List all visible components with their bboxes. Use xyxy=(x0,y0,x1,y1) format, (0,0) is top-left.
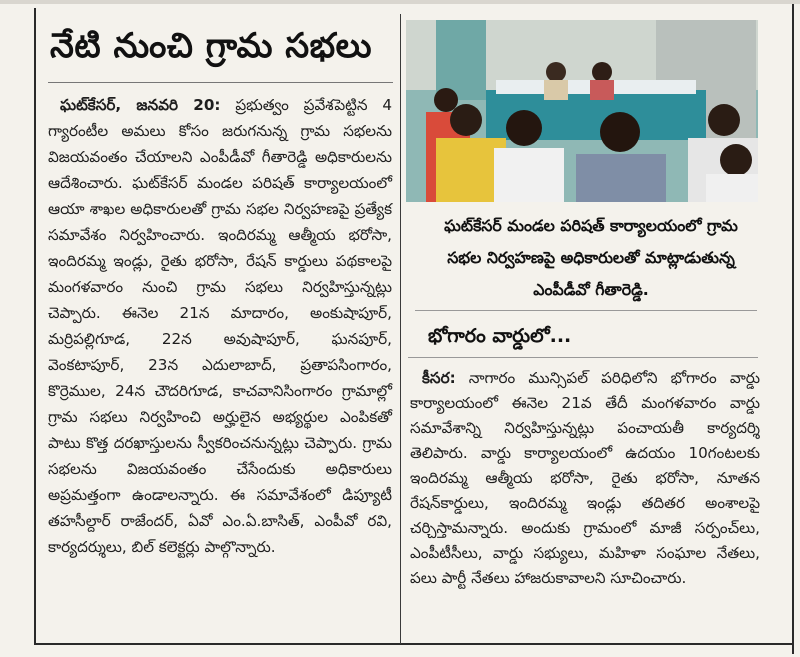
photo-caption-box xyxy=(415,206,757,311)
frame-right-border xyxy=(792,4,794,654)
meeting-photo-image xyxy=(406,20,758,202)
meeting-photo xyxy=(406,20,758,202)
article-dateline: ఘట్‌కేసర్, జనవరి 20: xyxy=(60,96,221,114)
frame-bottom-border xyxy=(34,643,794,645)
article-body xyxy=(48,92,392,560)
subhead-rule xyxy=(408,357,758,358)
column-divider xyxy=(400,14,401,644)
sidebar-subhead: భోగారం వార్డులో... xyxy=(428,325,572,347)
top-rule xyxy=(0,0,800,4)
sidebar-body xyxy=(410,366,760,591)
article-body-text: ప్రభుత్వం ప్రవేశపెట్టిన 4 గ్యారంటీల అమలు కోసం జరుగనున్న గ్రామ సభలను విజయవంతం చేయాలని ఎంపీడీవో గీతారెడ్డి అధికారులను ఆదేశించారు. ఘట్‌కేసర్ మండల పరిషత్ కార్యాలయంలో ఆయా శాఖల అధికారులతో గ్రామ సభల నిర్వహణపై ప్రత్యేక సమావేశం నిర్వహించారు. ఇందిరమ్మ ఆత్మీయ భరోసా, ఇందిరమ్మ ఇండ్లు, రైతు భరోసా, రేషన్ కార్డులు పథకాలపై మంగళవారం నుంచి గ్రామ సభలు నిర్వహిస్తున్నట్లు చెప్పారు. ఈనెల 21న మాదారం, అంకుషాపూర్, మర్రిపల్లిగూడ, 22న అవుషాపూర్, ఘనపూర్, వెంకటాపూర్, 23న ఎదులాబాద్, ప్రతాపసింగారం, కొర్రెముల, 24న చౌదరిగూడ, కాచవానిసింగారం గ్రామాల్లో గ్రామ సభలు నిర్వహించి అర్హులైన అభ్యర్థుల ఎంపికతో పాటు కొత్త దరఖాస్తులను స్వీకరించనున్నట్లు చెప్పారు. గ్రామ సభలను విజయవంతం చేసేందుకు అధికారులు అప్రమత్తంగా ఉండాలన్నారు. ఈ సమావేశంలో డిప్యూటీ తహసీల్దార్ రాజేందర్, ఏవో ఎం.ఏ.బాసిత్, ఎంపీవో రవి, కార్యదర్శులు, బిల్ కలెక్టర్లు పాల్గొన్నారు. xyxy=(48,96,393,556)
frame-left-border xyxy=(34,8,36,644)
headline-rule xyxy=(48,82,393,83)
article-headline: నేటి నుంచి గ్రామ సభలు xyxy=(50,26,373,66)
photo-caption: ఘట్‌కేసర్ మండల పరిషత్ కార్యాలయంలో గ్రామ సభల నిర్వహణపై అధికారులతో మాట్లాడుతున్న ఎంపీడీవో గీతారెడ్డి. xyxy=(444,216,738,299)
sidebar-dateline: కీసర: xyxy=(422,369,456,387)
sidebar-body-text: నాగారం మున్సిపల్ పరిధిలోని భోగారం వార్డు కార్యాలయంలో ఈనెల 21వ తేదీ మంగళవారం వార్డు సమావేశాన్ని నిర్వహిస్తున్నట్లు పంచాయతీ కార్యదర్శి తెలిపారు. వార్డు కార్యాలయంలో ఉదయం 10గంటలకు ఇందిరమ్మ ఆత్మీయ భరోసా, రైతు భరోసా, నూతన రేషన్‌కార్డులు, ఇందిరమ్మ ఇండ్లు తదితర అంశాలపై చర్చిస్తామన్నారు. అందుకు గ్రామంలో మాజీ సర్పంచ్‌లు, ఎంపీటీసీలు, వార్డు సభ్యులు, మహిళా సంఘాల నేతలు, పలు పార్టీ నేతలు హాజరుకావాలని సూచించారు. xyxy=(410,369,760,587)
